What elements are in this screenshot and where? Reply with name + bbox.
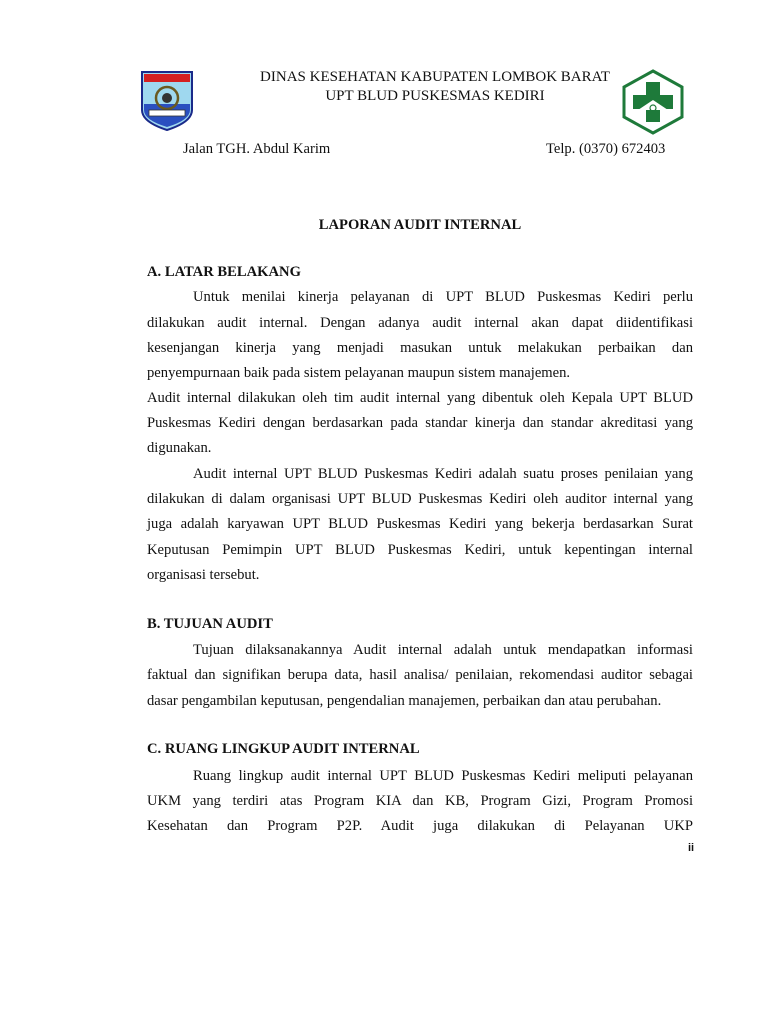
paragraph-line: juga adalah karyawan UPT BLUD Puskesmas Kediri yang bekerja berdasarkan Surat	[147, 516, 693, 532]
paragraph-line: Keputusan Pemimpin UPT BLUD Puskesmas Kediri, untuk kepentingan internal	[147, 542, 693, 558]
paragraph-line: UKM yang terdiri atas Program KIA dan KB, Program Gizi, Program Promosi	[147, 793, 693, 809]
lombok-barat-logo	[140, 70, 194, 132]
paragraph-line: dasar pengambilan keputusan, pengendalian manajemen, perbaikan dan atau perubahan.	[147, 693, 662, 709]
address: Jalan TGH. Abdul Karim	[183, 141, 331, 157]
paragraph-line: Audit internal dilakukan oleh tim audit internal yang dibentuk oleh Kepala UPT BLUD	[147, 390, 693, 406]
paragraph-line: dilakukan audit internal. Dengan adanya audit internal akan dapat diidentifikasi	[147, 315, 693, 331]
paragraph-line: Audit internal UPT BLUD Puskesmas Kediri adalah suatu proses penilaian yang	[193, 466, 693, 482]
section-heading: B. TUJUAN AUDIT	[147, 616, 273, 632]
paragraph-line: penyempurnaan baik pada sistem pelayanan maupun sistem manajemen.	[147, 365, 571, 381]
paragraph-line: dilakukan di dalam organisasi UPT BLUD Puskesmas Kediri oleh auditor internal yang	[147, 491, 693, 507]
puskesmas-logo	[620, 68, 686, 136]
paragraph-line: organisasi tersebut.	[147, 567, 260, 583]
page-number: ii	[688, 842, 695, 854]
document-title: LAPORAN AUDIT INTERNAL	[318, 217, 522, 233]
paragraph-line: Untuk menilai kinerja pelayanan di UPT BLUD Puskesmas Kediri perlu	[193, 289, 693, 305]
paragraph-line: digunakan.	[147, 440, 212, 456]
paragraph-line: Kesehatan dan Program P2P. Audit juga dilakukan di Pelayanan UKP	[147, 818, 693, 834]
agency-name: DINAS KESEHATAN KABUPATEN LOMBOK BARAT	[260, 69, 610, 85]
paragraph-line: Tujuan dilaksanakannya Audit internal adalah untuk mendapatkan informasi	[193, 642, 693, 658]
section-heading: C. RUANG LINGKUP AUDIT INTERNAL	[147, 741, 420, 757]
paragraph-line: Puskesmas Kediri dengan berdasarkan pada standar kinerja dan standar akreditasi yang	[147, 415, 693, 431]
paragraph-line: faktual dan signifikan berupa data, hasil analisa/ penilaian, rekomendasi auditor sebagai	[147, 667, 693, 683]
clinic-name: UPT BLUD PUSKESMAS KEDIRI	[325, 88, 545, 104]
phone: Telp. (0370) 672403	[546, 141, 666, 157]
paragraph-line: kesenjangan kinerja yang menjadi masukan untuk melakukan perbaikan dan	[147, 340, 693, 356]
section-heading: A. LATAR BELAKANG	[147, 264, 301, 280]
paragraph-line: Ruang lingkup audit internal UPT BLUD Puskesmas Kediri meliputi pelayanan	[193, 768, 693, 784]
